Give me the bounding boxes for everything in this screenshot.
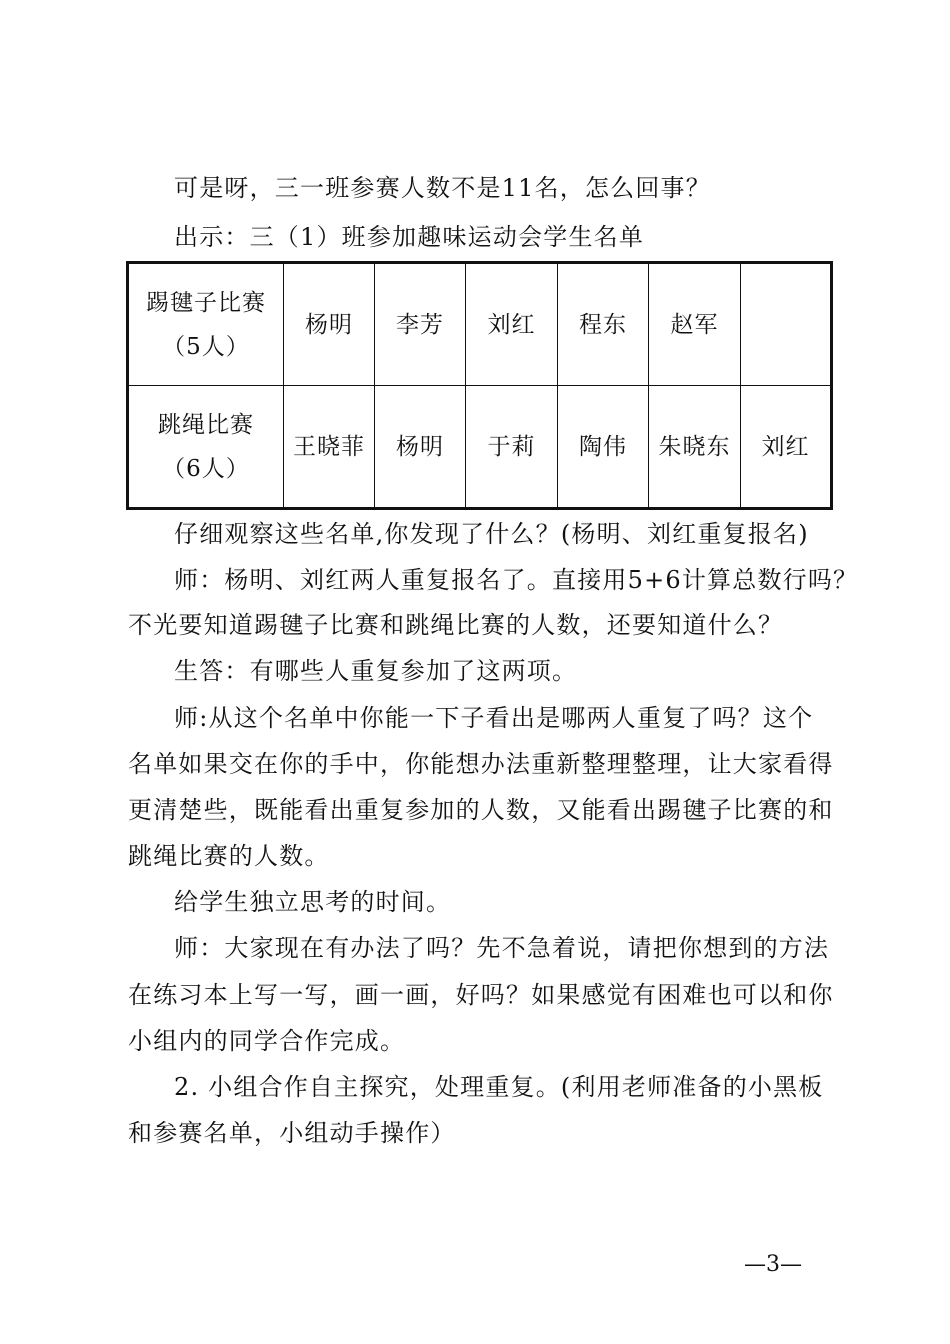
- event-name: 踢毽子比赛: [146, 289, 266, 316]
- paragraph-8-line-1: 师：大家现在有办法了吗？先不急着说，请把你想到的方法: [174, 934, 830, 962]
- paragraph-1: 可是呀，三一班参赛人数不是11名，怎么回事？: [174, 174, 711, 202]
- paragraph-7: 给学生独立思考的时间。: [174, 888, 452, 916]
- name-cell: 刘红: [741, 386, 832, 509]
- paragraph-9-line-1: 2. 小组合作自主探究，处理重复。(利用老师准备的小黑板: [174, 1073, 824, 1101]
- table-row: [128, 386, 832, 509]
- name-cell: 李芳: [375, 263, 466, 386]
- paragraph-4-line-2: 不光要知道踢毽子比赛和跳绳比赛的人数，还要知道什么？: [128, 611, 784, 639]
- name-cell: 程东: [558, 263, 649, 386]
- paragraph-6-line-2: 名单如果交在你的手中，你能想办法重新整理整理，让大家看得: [128, 750, 834, 778]
- name-cell: 刘红: [466, 263, 558, 386]
- table-row: [128, 263, 832, 386]
- paragraph-6-line-3: 更清楚些，既能看出重复参加的人数，又能看出踢毽子比赛的和: [128, 796, 834, 824]
- participant-count: （5人）: [162, 333, 250, 360]
- participant-count: （6人）: [162, 455, 250, 482]
- paragraph-5: 生答：有哪些人重复参加了这两项。: [174, 657, 578, 685]
- event-cell: [128, 386, 284, 509]
- name-cell: 于莉: [466, 386, 558, 509]
- page-number: —3—: [744, 1252, 802, 1277]
- name-cell: 杨明: [375, 386, 466, 509]
- name-cell: 王晓菲: [284, 386, 375, 509]
- paragraph-6-line-1: 师:从这个名单中你能一下子看出是哪两人重复了吗？这个: [174, 704, 814, 732]
- paragraph-4-line-1: 师：杨明、刘红两人重复报名了。直接用5+6计算总数行吗？: [174, 566, 859, 594]
- paragraph-8-line-2: 在练习本上写一写，画一画，好吗？如果感觉有困难也可以和你: [128, 981, 834, 1009]
- name-cell: 赵军: [649, 263, 741, 386]
- roster-table: [126, 261, 833, 510]
- paragraph-9-line-2: 和参赛名单，小组动手操作）: [128, 1119, 456, 1147]
- name-cell: 陶伟: [558, 386, 649, 509]
- name-cell: 朱晓东: [649, 386, 741, 509]
- name-cell: 杨明: [284, 263, 375, 386]
- event-name: 跳绳比赛: [158, 411, 254, 438]
- paragraph-8-line-3: 小组内的同学合作完成。: [128, 1027, 406, 1055]
- paragraph-6-line-4: 跳绳比赛的人数。: [128, 842, 330, 870]
- name-cell: [741, 263, 832, 386]
- paragraph-2: 出示：三（1）班参加趣味运动会学生名单: [174, 223, 645, 251]
- event-cell: [128, 263, 284, 386]
- paragraph-3: 仔细观察这些名单,你发现了什么？(杨明、刘红重复报名): [174, 520, 809, 548]
